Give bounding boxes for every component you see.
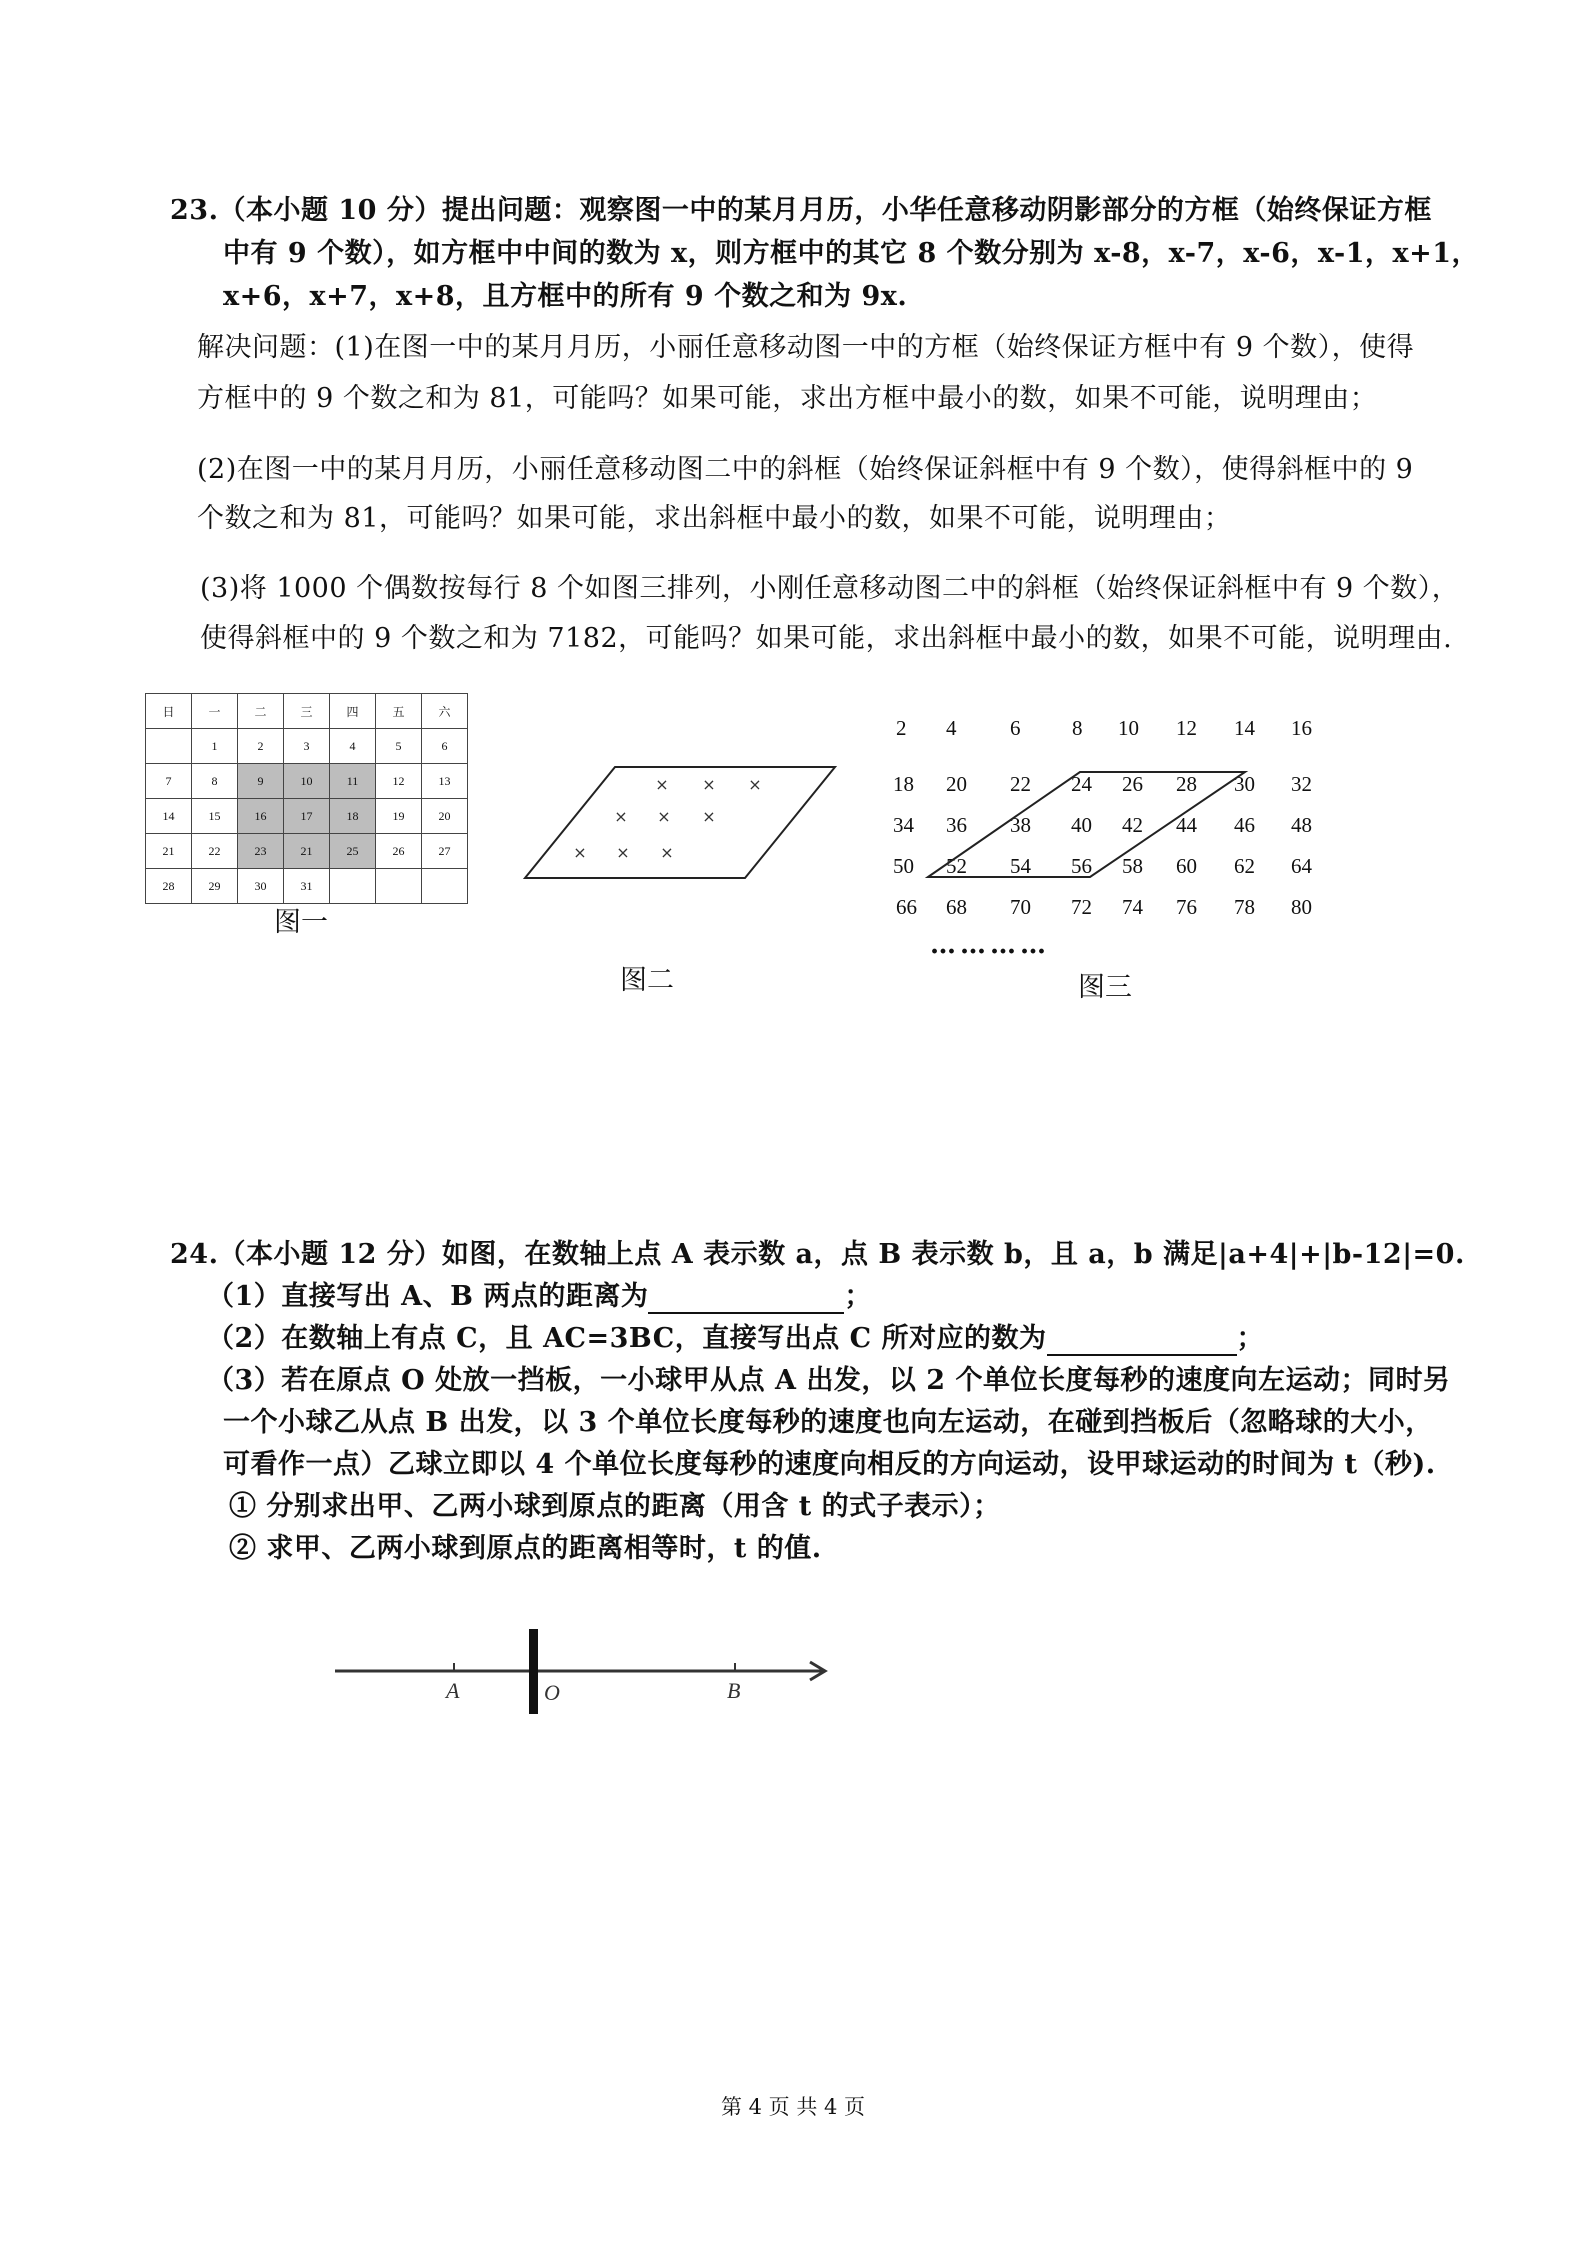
calendar-cell-shaded: 10 [284,764,330,799]
calendar-cell [330,869,376,904]
calendar-figure [145,693,468,904]
calendar-row [146,799,468,834]
number-line-figure [330,1615,850,1725]
q24-sub2-end: ； [1236,1323,1265,1354]
calendar-cell-shaded: 17 [284,799,330,834]
grid-number: 18 [893,772,914,796]
grid-number: 26 [1122,772,1143,796]
calendar-cell: 4 [330,729,376,764]
page-footer: 第 4 页 共 4 页 [720,2095,866,2119]
cross-mark: × [660,843,674,862]
grid-number: 10 [1118,716,1139,740]
grid-number: 62 [1234,854,1255,878]
calendar-cell: 30 [238,869,284,904]
grid-number: 28 [1176,772,1197,796]
calendar-cell [422,869,468,904]
grid-number: 36 [946,813,967,837]
grid-number: 80 [1291,895,1312,919]
calendar-cell: 12 [376,764,422,799]
cross-mark: × [655,775,669,794]
grid-number: 70 [1010,895,1031,919]
q24-line1: 24.（本小题 12 分）如图，在数轴上点 A 表示数 a，点 B 表示数 b，且 a，b 满足|a+4|+|b-12|=0. [170,1239,1465,1270]
q23-part3-line2: 使得斜框中的 9 个数之和为 7182，可能吗？如果可能，求出斜框中最小的数，如果不可能，说明理由. [200,623,1453,654]
calendar-header-cell: 日 [146,694,192,729]
q23-part1-line2: 方框中的 9 个数之和为 81，可能吗？如果可能，求出方框中最小的数，如果不可能，说明理由； [197,383,1378,414]
fig2-caption: 图二 [620,965,674,996]
grid-number: 34 [893,813,914,837]
grid-number: 32 [1291,772,1312,796]
cross-mark: × [573,843,587,862]
calendar-cell [376,869,422,904]
calendar-cell-shaded: 9 [238,764,284,799]
label-b: B [727,1678,741,1703]
calendar-cell: 29 [192,869,238,904]
q24-sub2 [207,1322,1264,1356]
calendar-cell: 26 [376,834,422,869]
calendar-header-row [146,694,468,729]
answer-blank[interactable] [1047,1328,1237,1356]
q24-sub1-text: （1）直接写出 A、B 两点的距离为 [207,1281,649,1312]
q23-line2: 中有 9 个数），如方框中中间的数为 x，则方框中的其它 8 个数分别为 x-8，x-7，x-6，x-1，x+1， [223,238,1480,269]
fig3-caption: 图三 [1078,972,1132,1003]
grid-number: 38 [1010,813,1031,837]
label-o: O [544,1680,560,1705]
fig3-slanted-frame [900,760,1260,890]
calendar-row [146,764,468,799]
q24-sub1-end: ； [844,1281,872,1312]
grid-number: 24 [1071,772,1092,796]
calendar-header-cell: 三 [284,694,330,729]
grid-number: 68 [946,895,967,919]
grid-number: 44 [1176,813,1197,837]
grid-number: 60 [1176,854,1197,878]
grid-number: 40 [1071,813,1092,837]
calendar-cell-shaded: 25 [330,834,376,869]
grid-number: 6 [1010,716,1021,740]
grid-number: 16 [1291,716,1312,740]
grid-number: 76 [1176,895,1197,919]
grid-number: 30 [1234,772,1255,796]
calendar-cell-shaded: 11 [330,764,376,799]
grid-number: 14 [1234,716,1255,740]
grid-number: 72 [1071,895,1092,919]
grid-number: 54 [1010,854,1031,878]
calendar-cell: 19 [376,799,422,834]
calendar-cell: 21 [146,834,192,869]
calendar-header-cell: 六 [422,694,468,729]
cross-mark: × [657,807,671,826]
grid-number: 12 [1176,716,1197,740]
cross-mark: × [616,843,630,862]
calendar-header-cell: 五 [376,694,422,729]
grid-number: 78 [1234,895,1255,919]
calendar-cell-shaded: 18 [330,799,376,834]
grid-number: 42 [1122,813,1143,837]
fig1-caption: 图一 [274,907,328,938]
cross-mark: × [748,775,762,794]
barrier [529,1629,538,1714]
grid-number: 58 [1122,854,1143,878]
grid-number: 46 [1234,813,1255,837]
calendar-header-cell: 二 [238,694,284,729]
q23-line1: 23.（本小题 10 分）提出问题：观察图一中的某月月历，小华任意移动阴影部分的方框（始终保证方框 [170,195,1432,226]
q23-part2-line1: (2)在图一中的某月月历，小丽任意移动图二中的斜框（始终保证斜框中有 9 个数），使得斜框中的 9 [197,454,1414,485]
grid-number: 2 [896,716,907,740]
cross-mark: × [614,807,628,826]
q24-sub3-line2: 一个小球乙从点 B 出发，以 3 个单位长度每秒的速度也向左运动，在碰到挡板后（忽略球的大小， [223,1407,1433,1438]
q23-part2-line2: 个数之和为 81，可能吗？如果可能，求出斜框中最小的数，如果不可能，说明理由； [197,503,1232,534]
q23-part1-line1: 解决问题：(1)在图一中的某月月历，小丽任意移动图一中的方框（始终保证方框中有 9 个数），使得 [197,332,1415,363]
calendar-cell: 27 [422,834,468,869]
q24-sub3-part1: ① 分别求出甲、乙两小球到原点的距离（用含 t 的式子表示）； [229,1491,1001,1522]
q24-sub1 [207,1280,872,1314]
calendar-cell: 20 [422,799,468,834]
q24-sub3-line3: 可看作一点）乙球立即以 4 个单位长度每秒的速度向相反的方向运动，设甲球运动的时间为 t（秒). [223,1449,1436,1480]
q24-sub3-line1: （3）若在原点 O 处放一挡板，一小球甲从点 A 出发，以 2 个单位长度每秒的速度向左运动；同时另 [207,1365,1451,1396]
grid-number: 74 [1122,895,1143,919]
calendar-cell: 2 [238,729,284,764]
calendar-cell: 15 [192,799,238,834]
grid-number: 50 [893,854,914,878]
label-a: A [446,1678,460,1703]
calendar-cell: 5 [376,729,422,764]
calendar-row [146,869,468,904]
answer-blank[interactable] [648,1286,844,1314]
slanted-frame [928,772,1245,877]
slanted-frame [525,767,835,878]
calendar-row [146,834,468,869]
cross-mark: × [702,807,716,826]
grid-number: 4 [946,716,957,740]
calendar-cell: 8 [192,764,238,799]
calendar-cell: 6 [422,729,468,764]
calendar-cell: 22 [192,834,238,869]
grid-number: 8 [1072,716,1083,740]
calendar-cell-shaded: 16 [238,799,284,834]
calendar-cell: 7 [146,764,192,799]
cross-mark: × [702,775,716,794]
calendar-cell: 3 [284,729,330,764]
grid-number: 66 [896,895,917,919]
grid-number: 52 [946,854,967,878]
slanted-frame-figure [515,755,845,885]
q23-part3-line1: (3)将 1000 个偶数按每行 8 个如图三排列，小刚任意移动图二中的斜框（始终保证斜框中有 9 个数）， [200,573,1460,604]
grid-ellipsis: ………… [930,930,1050,960]
grid-number: 48 [1291,813,1312,837]
calendar-header-cell: 四 [330,694,376,729]
calendar-cell-shaded: 21 [284,834,330,869]
calendar-cell: 1 [192,729,238,764]
calendar-cell-shaded: 23 [238,834,284,869]
calendar-cell [146,729,192,764]
calendar-cell: 28 [146,869,192,904]
q24-sub3-part2: ② 求甲、乙两小球到原点的距离相等时，t 的值. [229,1533,822,1564]
grid-number: 20 [946,772,967,796]
calendar-cell: 14 [146,799,192,834]
calendar-header-cell: 一 [192,694,238,729]
calendar-cell: 13 [422,764,468,799]
grid-number: 22 [1010,772,1031,796]
q24-sub2-text: （2）在数轴上有点 C，且 AC=3BC，直接写出点 C 所对应的数为 [207,1323,1047,1354]
calendar-cell: 31 [284,869,330,904]
q23-line3: x+6，x+7，x+8，且方框中的所有 9 个数之和为 9x. [223,281,908,312]
grid-number: 64 [1291,854,1312,878]
grid-number: 56 [1071,854,1092,878]
calendar-row [146,729,468,764]
